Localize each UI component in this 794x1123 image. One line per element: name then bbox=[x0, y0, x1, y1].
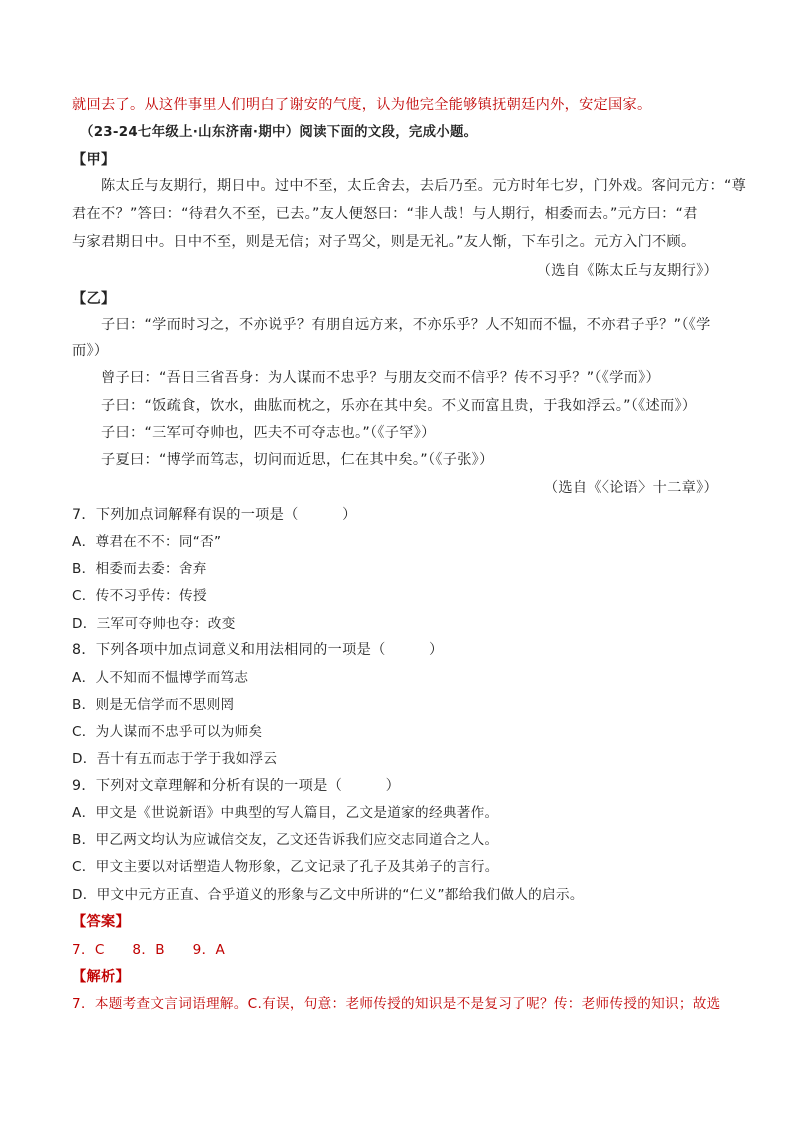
answer-label: 【答案】 bbox=[72, 914, 130, 930]
yi-line-6: 子夏曰：“博学而笃志，切问而近思，仁在其中矣。”（《子张》） bbox=[101, 452, 494, 468]
question-7-option-d: D．三军可夺帅也夺：改变 bbox=[72, 616, 236, 632]
intro-tail-text: 就回去了。从这件事里人们明白了谢安的气度，认为他完全能够镇抚朝廷内外，安定国家。 bbox=[72, 97, 652, 113]
yi-line-3: 曾子曰：“吾日三省吾身：为人谋而不忠乎？与朋友交而不信乎？传不习乎？”（《学而》） bbox=[101, 370, 661, 386]
yi-line-1: 子曰：“学而时习之，不亦说乎？有朋自远方来，不亦乐乎？人不知而不愠，不亦君子乎？”（《学 bbox=[101, 317, 711, 333]
question-9-stem: 9．下列对文章理解和分析有误的一项是（ ） bbox=[72, 778, 401, 794]
question-7-stem: 7．下列加点词解释有误的一项是（ ） bbox=[72, 507, 357, 523]
question-8-option-a: A．人不知而不愠博学而笃志 bbox=[72, 670, 249, 686]
yi-line-5: 子曰：“三军可夺帅也，匹夫不可夺志也。”（《子罕》） bbox=[101, 425, 436, 441]
question-9-option-a: A．甲文是《世说新语》中典型的写人篇目，乙文是道家的经典著作。 bbox=[72, 805, 499, 821]
yi-line-2: 而》） bbox=[72, 343, 109, 359]
answer-text: 7．C 8．B 9．A bbox=[72, 942, 226, 958]
analysis-text: 7．本题考查文言词语理解。C.有误，句意：老师传授的知识是不是复习了呢？传：老师传授的知识；故选 bbox=[72, 996, 721, 1012]
question-9-option-d: D．甲文中元方正直、合乎道义的形象与乙文中所讲的“仁义”都给我们做人的启示。 bbox=[72, 887, 584, 903]
yi-label: 【乙】 bbox=[72, 291, 116, 307]
yi-source: （选自《〈论语〉十二章》） bbox=[543, 480, 718, 496]
jia-source: （选自《陈太丘与友期行》） bbox=[536, 263, 718, 279]
question-8-option-b: B．则是无信学而不思则罔 bbox=[72, 697, 235, 713]
yi-line-4: 子曰：“饭疏食，饮水，曲肱而枕之，乐亦在其中矣。不义而富且贵，于我如浮云。”（《述而》） bbox=[101, 398, 697, 414]
analysis-label: 【解析】 bbox=[72, 969, 130, 985]
question-9-option-c: C．甲文主要以对话塑造人物形象，乙文记录了孔子及其弟子的言行。 bbox=[72, 859, 499, 875]
jia-label: 【甲】 bbox=[72, 152, 116, 168]
question-8-option-d: D．吾十有五而志于学于我如浮云 bbox=[72, 751, 278, 767]
source-line: （23-24七年级上·山东济南·期中）阅读下面的文段，完成小题。 bbox=[80, 125, 478, 140]
question-7-option-a: A．尊君在不不：同“否” bbox=[72, 534, 222, 550]
question-9-option-b: B．甲乙两文均认为应诚信交友，乙文还告诉我们应交志同道合之人。 bbox=[72, 832, 499, 848]
question-7-option-c: C．传不习乎传：传授 bbox=[72, 588, 207, 604]
jia-line-3: 与家君期日中。日中不至，则是无信；对子骂父，则是无礼。”友人惭，下车引之。元方入门不顾。 bbox=[72, 234, 696, 250]
question-7-option-b: B．相委而去委：舍弃 bbox=[72, 561, 207, 577]
question-8-option-c: C．为人谋而不忠乎可以为师矣 bbox=[72, 724, 263, 740]
jia-line-2: 君在不？”答曰：“待君久不至，已去。”友人便怒曰：“非人哉！与人期行，相委而去。”元方曰：“君 bbox=[72, 206, 698, 222]
question-8-stem: 8．下列各项中加点词意义和用法相同的一项是（ ） bbox=[72, 642, 444, 658]
jia-line-1: 陈太丘与友期行，期日中。过中不至，太丘舍去，去后乃至。元方时年七岁，门外戏。客问元方：“尊 bbox=[101, 178, 747, 194]
